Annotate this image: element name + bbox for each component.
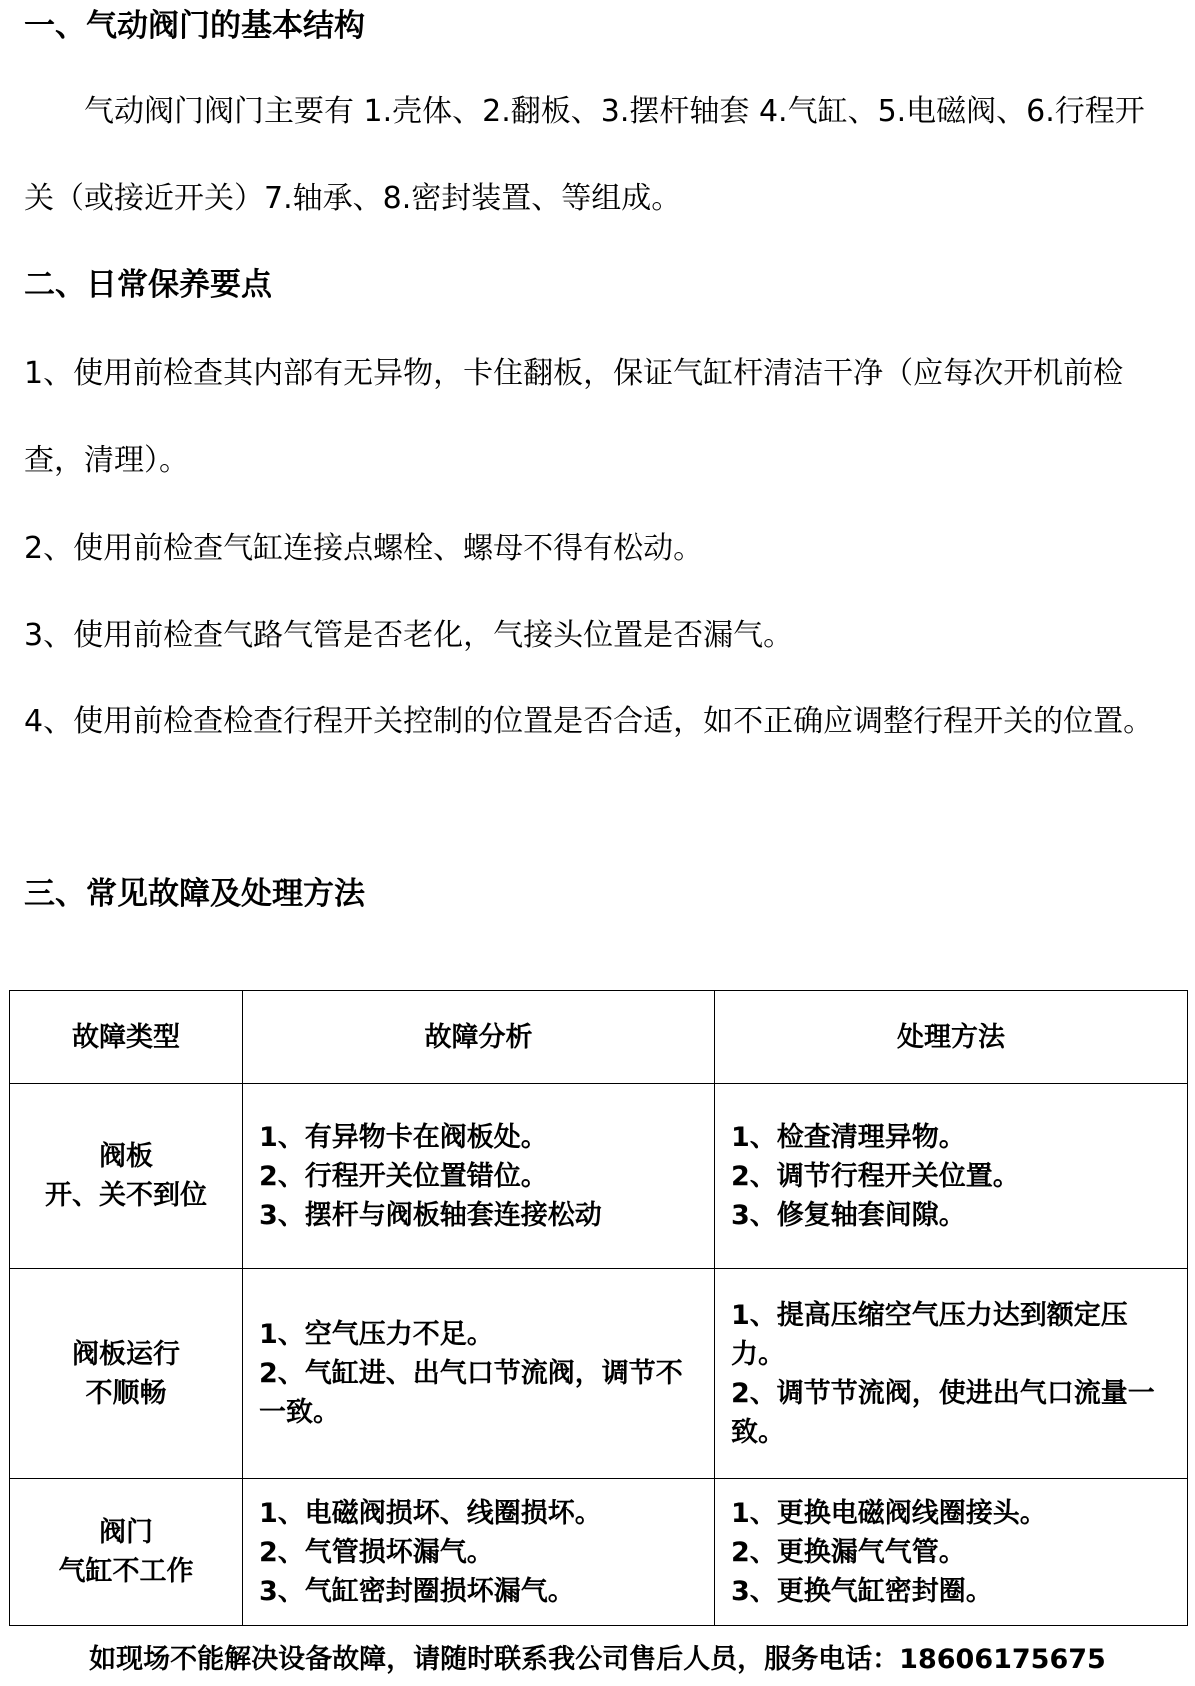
analysis-line: 3、气缸密封圈损坏漏气。 xyxy=(259,1575,575,1607)
table-row xyxy=(10,1479,1188,1626)
fault-analysis-cell xyxy=(243,1479,715,1626)
service-contact-footer: 如现场不能解决设备故障，请随时联系我公司售后人员，服务电话：18606175675 xyxy=(89,1644,1106,1675)
fault-type-cell xyxy=(10,1479,243,1626)
solution-cell xyxy=(715,1084,1188,1269)
solution-line: 1、检查清理异物。 xyxy=(731,1121,966,1153)
maintenance-item-4: 4、使用前检查检查行程开关控制的位置是否合适，如不正确应调整行程开关的位置。 xyxy=(24,704,1154,739)
section-1-title: 一、气动阀门的基本结构 xyxy=(24,8,365,44)
analysis-line: 2、气缸进、出气口节流阀，调节不一致。 xyxy=(259,1358,683,1428)
solution-line: 3、更换气缸密封圈。 xyxy=(731,1575,993,1607)
header-solution: 处理方法 xyxy=(715,991,1188,1084)
maintenance-item-1: 1、使用前检查其内部有无异物，卡住翻板，保证气缸杆清洁干净（应每次开机前检查，清理）。 xyxy=(24,356,1124,478)
fault-type-cell xyxy=(10,1269,243,1479)
fault-type-line: 阀门 xyxy=(99,1517,153,1548)
fault-table xyxy=(9,990,1188,1626)
fault-type-line: 阀板运行 xyxy=(72,1338,180,1370)
analysis-line: 1、空气压力不足。 xyxy=(259,1319,494,1350)
solution-line: 3、修复轴套间隙。 xyxy=(731,1199,966,1231)
analysis-line: 1、电磁阀损坏、线圈损坏。 xyxy=(259,1497,602,1529)
solution-line: 1、提高压缩空气压力达到额定压力。 xyxy=(731,1299,1128,1370)
solution-cell xyxy=(715,1269,1188,1479)
fault-type-line: 不顺畅 xyxy=(85,1377,167,1409)
section-3-title: 三、常见故障及处理方法 xyxy=(24,876,365,912)
table-row xyxy=(10,1084,1188,1269)
maintenance-item-3: 3、使用前检查气路气管是否老化，气接头位置是否漏气。 xyxy=(24,618,794,653)
header-fault-type: 故障类型 xyxy=(10,991,243,1084)
analysis-line: 2、气管损坏漏气。 xyxy=(259,1536,494,1568)
solution-line: 1、更换电磁阀线圈接头。 xyxy=(731,1497,1047,1529)
fault-type-line: 阀板 xyxy=(99,1141,153,1172)
solution-line: 2、调节节流阀，使进出气口流量一致。 xyxy=(731,1377,1155,1448)
fault-type-cell xyxy=(10,1084,243,1269)
section-1-text: 气动阀门阀门主要有 1.壳体、2.翻板、3.摆杆轴套 4.气缸、5.电磁阀、6.行程开关（或接近开关）7.轴承、8.密封装置、等组成。 xyxy=(24,94,1145,216)
fault-analysis-cell xyxy=(243,1269,715,1479)
table-header-row xyxy=(10,991,1188,1084)
fault-analysis-cell xyxy=(243,1084,715,1269)
solution-line: 2、调节行程开关位置。 xyxy=(731,1160,1020,1192)
analysis-line: 2、行程开关位置错位。 xyxy=(259,1160,548,1192)
analysis-line: 1、有异物卡在阀板处。 xyxy=(259,1121,548,1153)
table-row xyxy=(10,1269,1188,1479)
solution-cell xyxy=(715,1479,1188,1626)
section-2-title: 二、日常保养要点 xyxy=(24,267,272,303)
analysis-line: 3、摆杆与阀板轴套连接松动 xyxy=(259,1199,602,1231)
fault-type-line: 开、关不到位 xyxy=(45,1180,207,1211)
solution-line: 2、更换漏气气管。 xyxy=(731,1536,966,1568)
maintenance-item-2: 2、使用前检查气缸连接点螺栓、螺母不得有松动。 xyxy=(24,531,704,566)
fault-type-line: 气缸不工作 xyxy=(58,1556,194,1587)
header-fault-analysis: 故障分析 xyxy=(243,991,715,1084)
